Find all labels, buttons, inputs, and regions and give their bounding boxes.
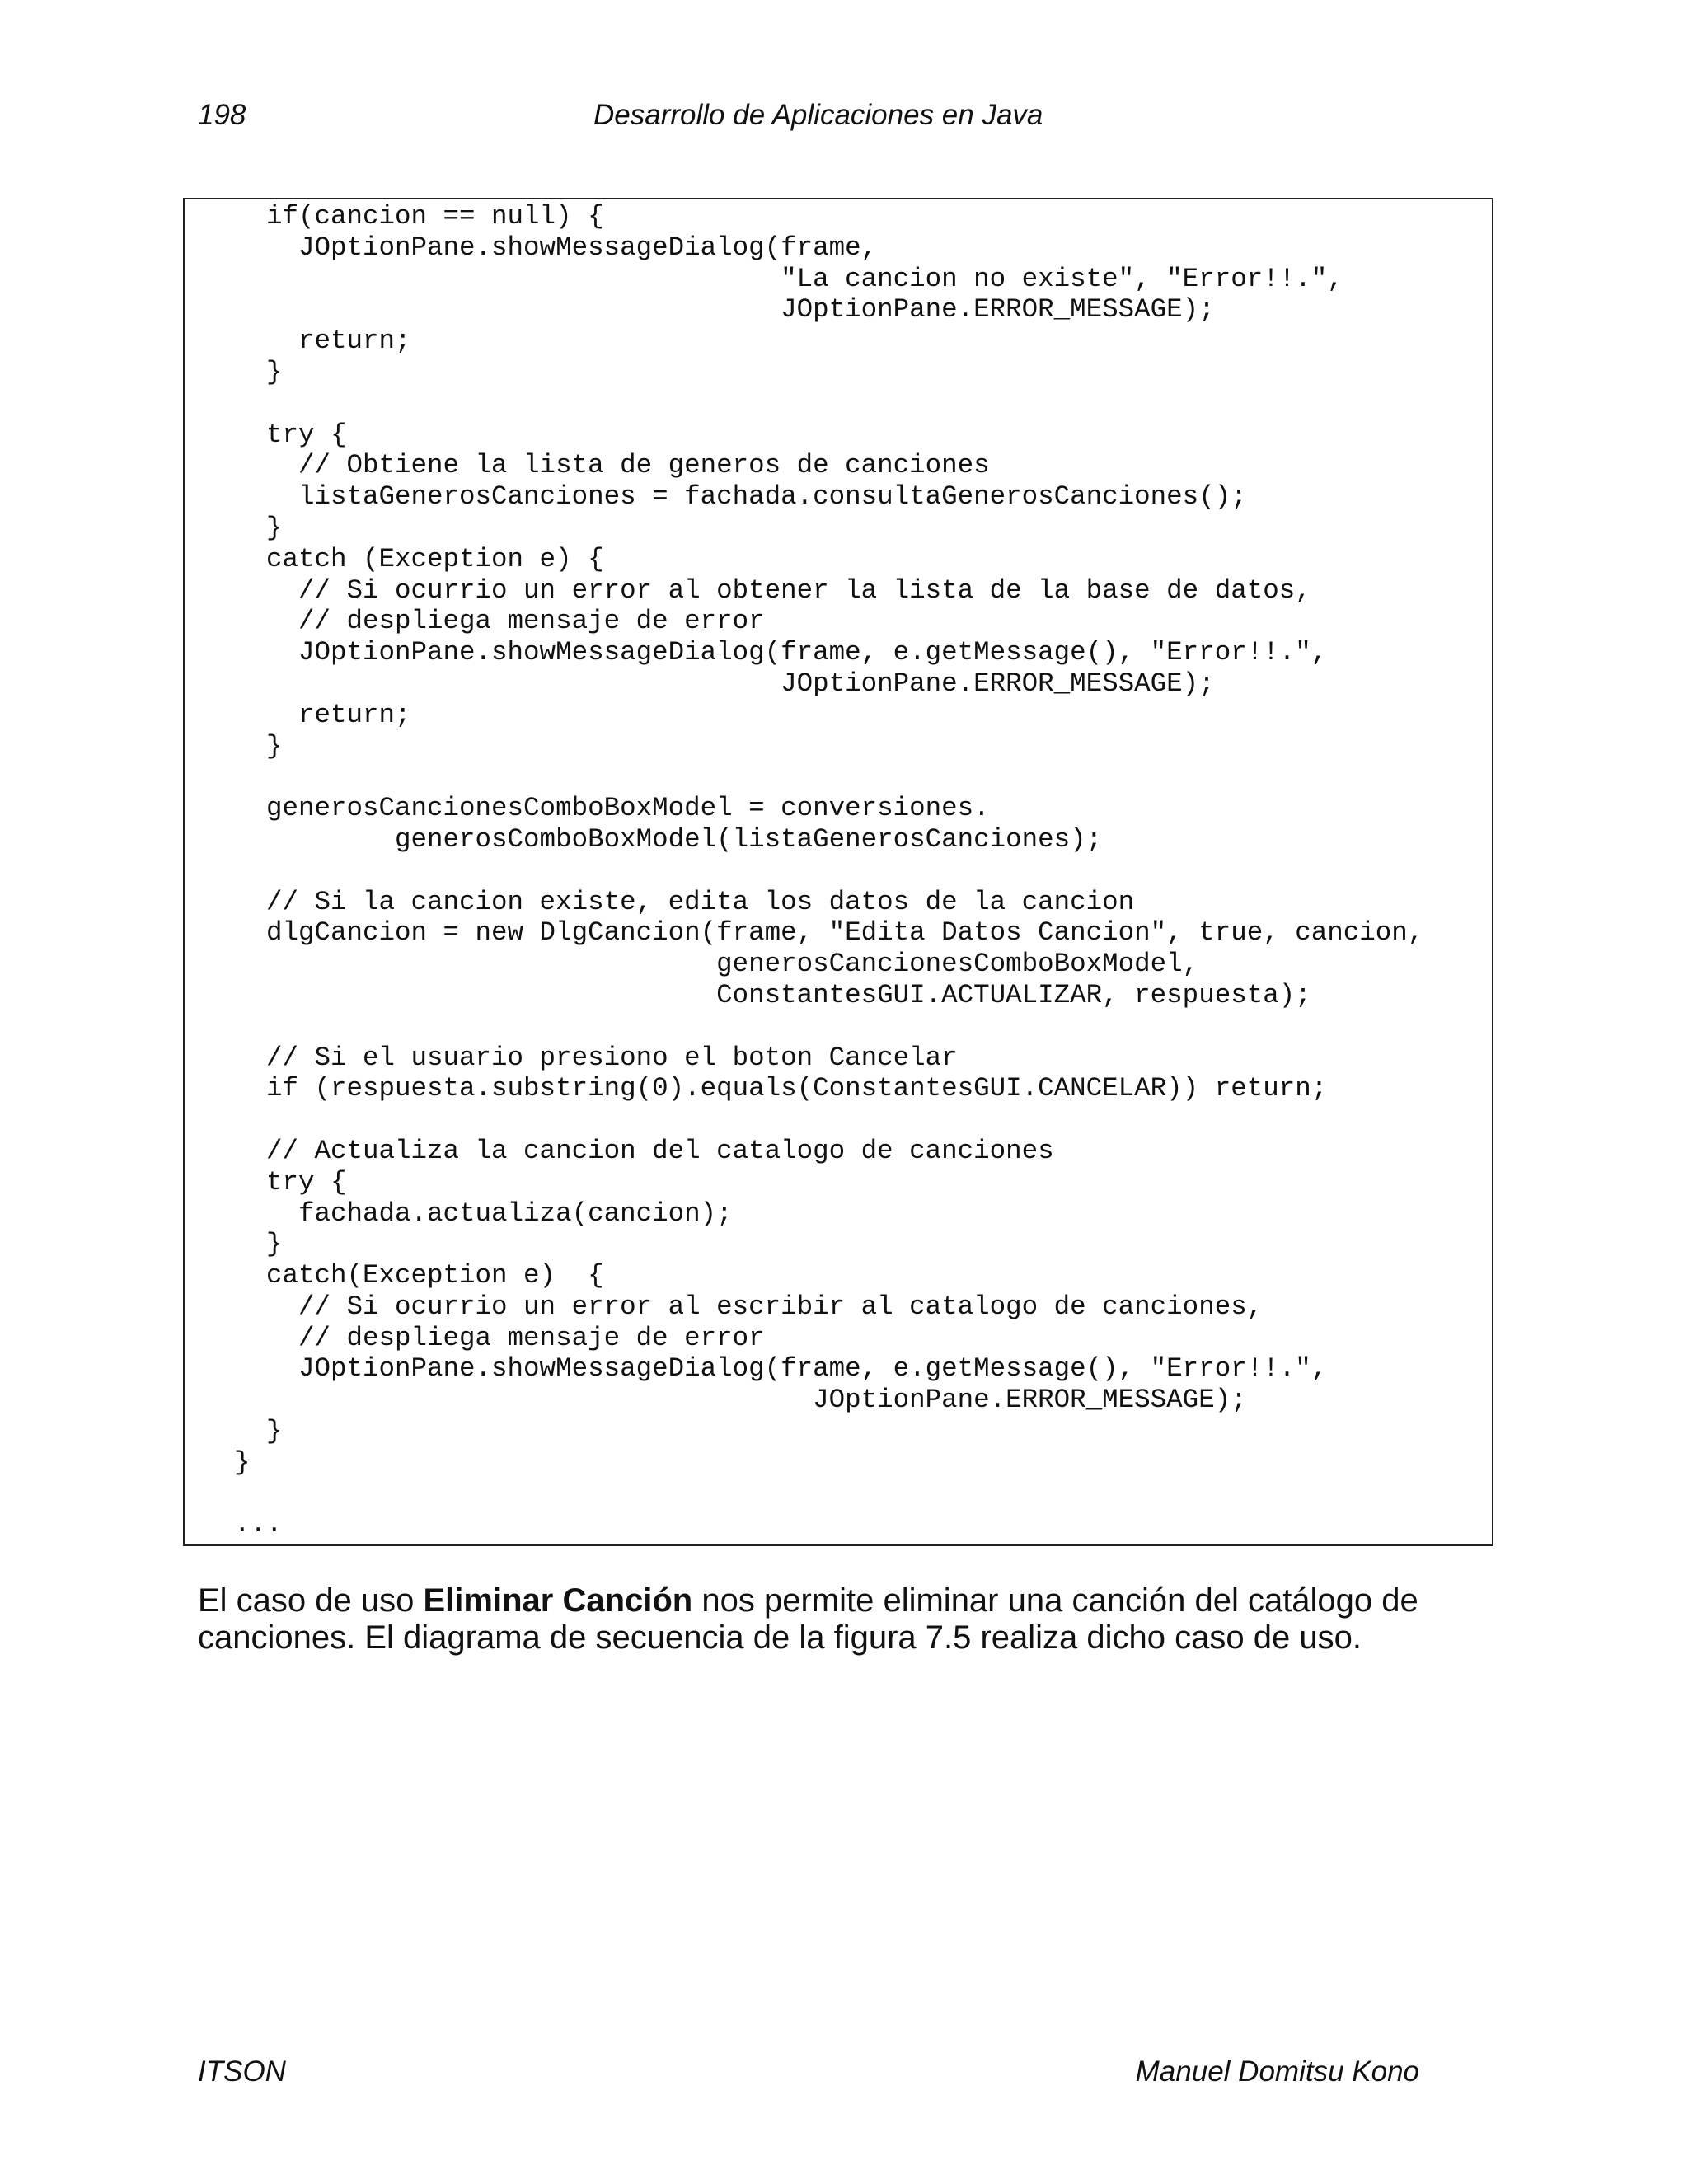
code-line: generosComboBoxModel(listaGenerosCanciones); [234,823,1103,855]
code-line: // despliega mensaje de error [234,606,765,637]
code-line: "La cancion no existe", "Error!!.", [234,263,1343,294]
code-line: fachada.actualiza(cancion); [234,1197,733,1229]
footer-institution: ITSON [198,2055,286,2088]
code-line: catch (Exception e) { [234,543,604,574]
code-line: dlgCancion = new DlgCancion(frame, "Edita Datos Cancion", true, cancion, [234,917,1424,949]
code-line: JOptionPane.ERROR_MESSAGE); [234,668,1215,699]
code-line: ConstantesGUI.ACTUALIZAR, respuesta); [234,979,1311,1010]
code-line: } [234,1416,283,1447]
footer-author: Manuel Domitsu Kono [1135,2055,1419,2088]
code-line: } [234,1446,251,1478]
code-line: // Si el usuario presiono el boton Cancelar [234,1042,958,1073]
code-line: // Obtiene la lista de generos de canciones [234,450,990,481]
page-number: 198 [198,99,246,131]
code-line: listaGenerosCanciones = fachada.consultaGenerosCanciones(); [234,481,1247,513]
code-line: JOptionPane.ERROR_MESSAGE); [234,1385,1247,1416]
paragraph-use-case-name: Eliminar Canción [423,1582,693,1619]
code-listing [234,201,1423,1540]
code-line: JOptionPane.showMessageDialog(frame, [234,232,878,263]
code-line: // Si ocurrio un error al escribir al catalogo de canciones, [234,1291,1264,1322]
code-line: generosCancionesComboBoxModel = conversiones. [234,793,990,824]
paragraph-text-before: El caso de uso [198,1582,424,1619]
code-line: // Actualiza la cancion del catalogo de canciones [234,1135,1054,1166]
code-line: return; [234,699,411,730]
code-line: } [234,730,283,762]
code-line: try { [234,1166,347,1197]
code-line: // despliega mensaje de error [234,1322,765,1353]
code-listing-box [183,198,1493,1546]
code-line: // Si la cancion existe, edita los datos de la cancion [234,886,1135,917]
body-paragraph [198,1582,1467,1657]
code-line: // Si ocurrio un error al obtener la lista de la base de datos, [234,574,1311,606]
code-line: JOptionPane.ERROR_MESSAGE); [234,294,1215,326]
code-line: } [234,1229,283,1260]
code-line: try { [234,419,347,450]
code-line: ... [234,1509,283,1540]
code-line: generosCancionesComboBoxModel, [234,949,1199,980]
paragraph-text-after: nos permite eliminar una canción del catálogo de canciones. El diagrama de secuencia de la figura 7.5 realiza dicho caso de uso. [198,1582,1418,1656]
code-line: return; [234,326,411,357]
running-title: Desarrollo de Aplicaciones en Java [593,99,1043,131]
code-line: JOptionPane.showMessageDialog(frame, e.getMessage(), "Error!!.", [234,637,1328,668]
code-line: } [234,512,283,543]
code-line: if(cancion == null) { [234,201,604,232]
code-line: if (respuesta.substring(0).equals(ConstantesGUI.CANCELAR)) return; [234,1073,1328,1104]
code-line: } [234,356,283,387]
code-line: catch(Exception e) { [234,1260,604,1291]
code-line: JOptionPane.showMessageDialog(frame, e.getMessage(), "Error!!.", [234,1353,1328,1385]
